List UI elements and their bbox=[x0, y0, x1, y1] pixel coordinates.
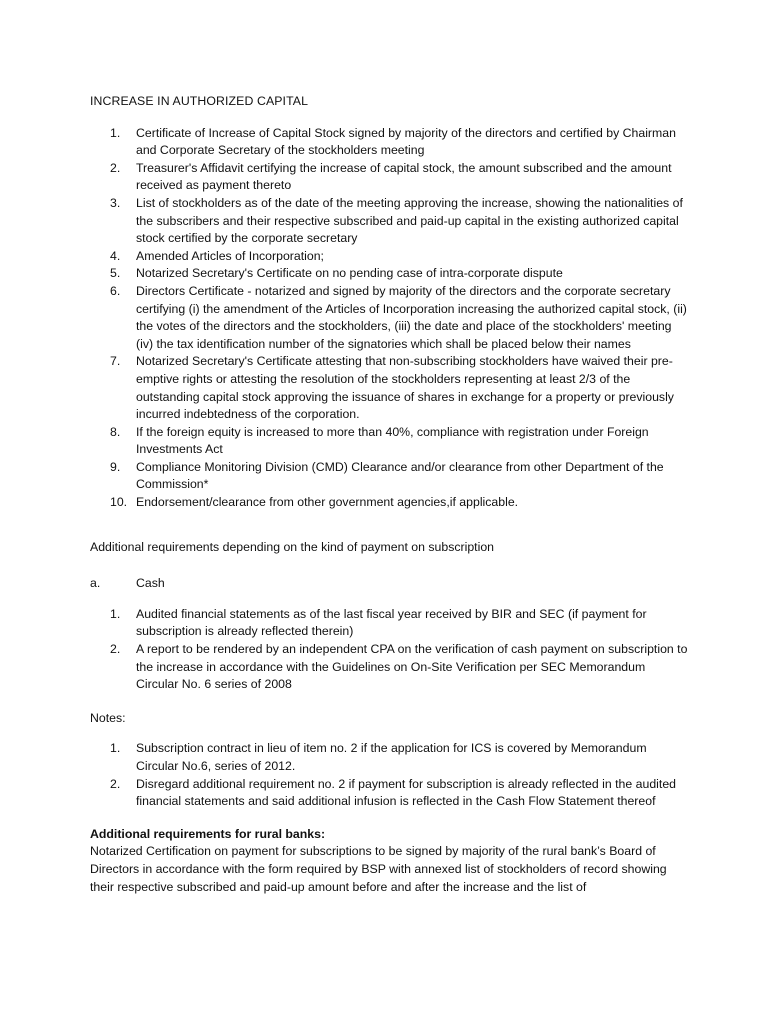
item-number: 3. bbox=[110, 195, 121, 210]
item-text: Treasurer's Affidavit certifying the increase of capital stock, the amount subscribed and the amount received as payment thereto bbox=[136, 160, 672, 193]
item-text: If the foreign equity is increased to more than 40%, compliance with registration under Foreign Investments Act bbox=[136, 424, 649, 457]
list-item bbox=[90, 424, 688, 459]
document-title: INCREASE IN AUTHORIZED CAPITAL bbox=[90, 94, 309, 108]
cash-requirements-list bbox=[90, 606, 688, 694]
item-text: Notarized Secretary's Certificate attesting that non-subscribing stockholders have waived their pre-emptive rights or attesting the resolution of the stockholders representing at least 2/3 of the outstanding capital stock approving the issuance of shares in exchange for a property or previously incurred indebtedness of the corporation. bbox=[136, 354, 674, 422]
item-text: Audited financial statements as of the last fiscal year received by BIR and SEC (if payment for subscription is already reflected therein) bbox=[136, 606, 647, 639]
item-number: 10. bbox=[110, 495, 128, 510]
list-item bbox=[90, 606, 688, 641]
item-number: 5. bbox=[110, 266, 121, 281]
item-text: Certificate of Increase of Capital Stock signed by majority of the directors and certified by Chairman and Corporate Secretary of the stockholders meeting bbox=[136, 125, 676, 158]
list-item bbox=[90, 459, 688, 494]
list-item bbox=[90, 740, 688, 775]
list-item bbox=[90, 494, 688, 512]
list-item bbox=[90, 641, 688, 694]
main-requirements-list bbox=[90, 125, 688, 512]
item-number: 2. bbox=[110, 160, 121, 175]
list-item bbox=[90, 283, 688, 353]
item-number: 1. bbox=[110, 606, 121, 621]
item-number: 2. bbox=[110, 642, 121, 657]
item-number: 7. bbox=[110, 354, 121, 369]
cash-label: Cash bbox=[136, 576, 165, 591]
cash-heading bbox=[90, 575, 688, 593]
item-text: A report to be rendered by an independent CPA on the verification of cash payment on subscription to the increase in accordance with the Guidelines on On-Site Verification per SEC Memorandum Circular No. 6 series of 2008 bbox=[136, 642, 688, 692]
item-number: 1. bbox=[110, 125, 121, 140]
item-number: 9. bbox=[110, 459, 121, 474]
item-number: 4. bbox=[110, 248, 121, 263]
notes-heading: Notes: bbox=[90, 710, 126, 725]
item-text: Notarized Secretary's Certificate on no pending case of intra-corporate dispute bbox=[136, 266, 563, 281]
item-text: Compliance Monitoring Division (CMD) Clearance and/or clearance from other Department of the Commission* bbox=[136, 459, 664, 492]
list-item bbox=[90, 776, 688, 811]
additional-requirements-heading: Additional requirements depending on the kind of payment on subscription bbox=[90, 539, 495, 554]
item-text: List of stockholders as of the date of the meeting approving the increase, showing the nationalities of the subscribers and their respective subscribed and paid-up capital in the existing authorized capital stock certified by the corporate secretary bbox=[136, 195, 683, 246]
list-item bbox=[90, 248, 688, 266]
rural-banks-paragraph: Notarized Certification on payment for subscriptions to be signed by majority of the rural bank’s Board of Directors in accordance with the form required by BSP with annexed list of stockholders of record showing their respective subscribed and paid-up amount before and after the increase and the list of bbox=[90, 844, 667, 894]
item-text: Subscription contract in lieu of item no. 2 if the application for ICS is covered by Memorandum Circular No.6, series of 2012. bbox=[136, 741, 647, 773]
item-text: Disregard additional requirement no. 2 if payment for subscription is already reflected in the audited financial statements and said additional infusion is reflected in the Cash Flow Statement thereof bbox=[136, 776, 676, 809]
item-text: Directors Certificate - notarized and signed by majority of the directors and the corporate secretary certifying (i) the amendment of the Articles of Incorporation increasing the authorized capital stock, (ii) the votes of the directors and the stockholders, (iii) the date and place of the stockholders' meeting (iv) the tax identification number of the signatories which shall be placed below their names bbox=[136, 283, 687, 351]
cash-letter: a. bbox=[90, 576, 101, 591]
list-item bbox=[90, 125, 688, 160]
list-item bbox=[90, 353, 688, 423]
list-item bbox=[90, 195, 688, 248]
list-item bbox=[90, 265, 688, 283]
item-text: Endorsement/clearance from other government agencies,if applicable. bbox=[136, 495, 519, 510]
notes-list bbox=[90, 740, 688, 810]
item-number: 2. bbox=[110, 776, 121, 791]
item-number: 6. bbox=[110, 283, 121, 298]
item-text: Amended Articles of Incorporation; bbox=[136, 248, 324, 263]
rural-banks-heading: Additional requirements for rural banks: bbox=[90, 826, 326, 841]
item-number: 8. bbox=[110, 424, 121, 439]
item-number: 1. bbox=[110, 741, 121, 756]
list-item bbox=[90, 160, 688, 195]
